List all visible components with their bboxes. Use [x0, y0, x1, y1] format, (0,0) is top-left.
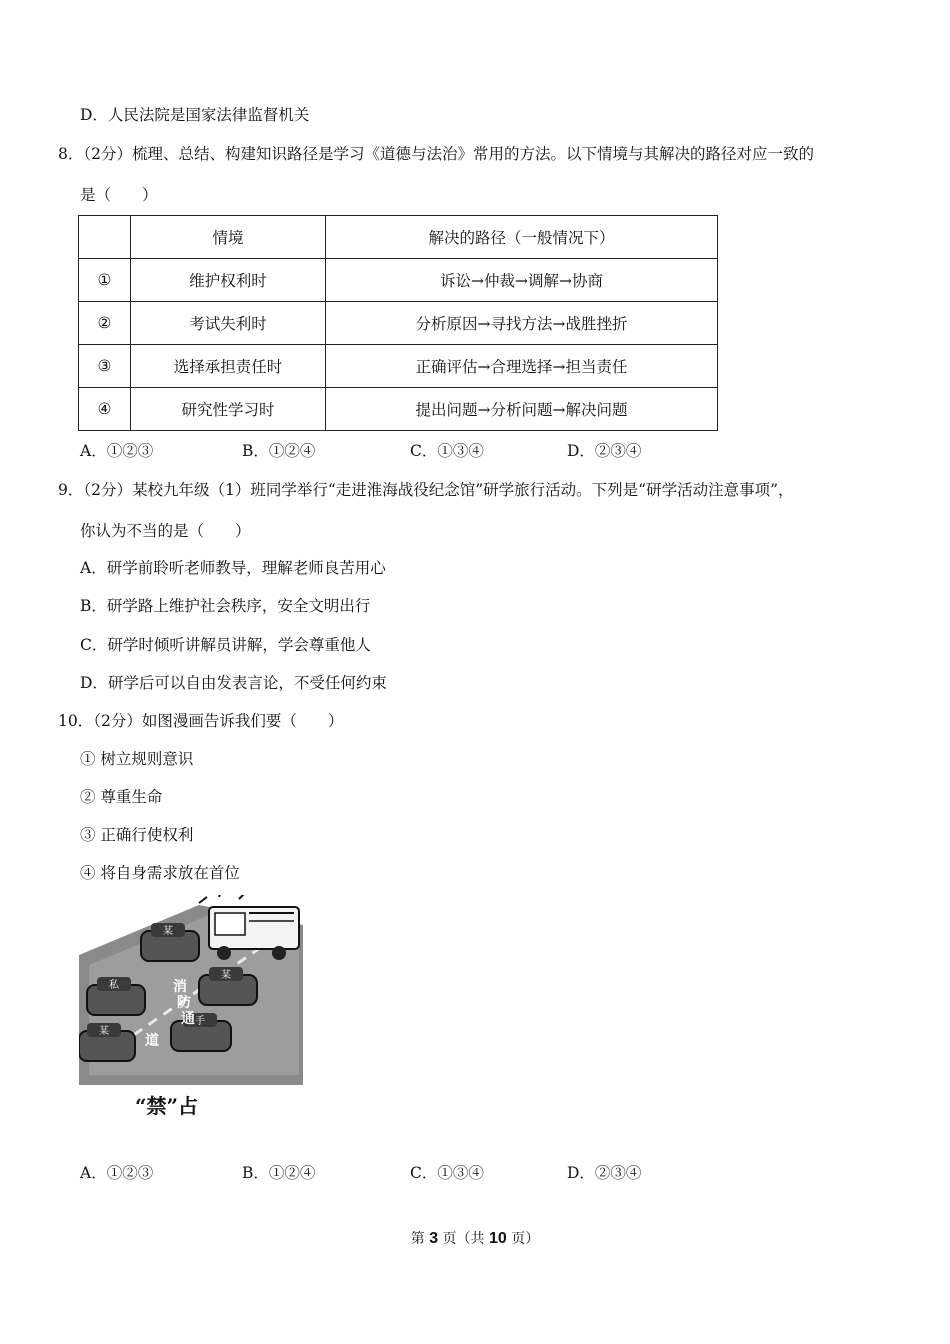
road-text: 防 — [177, 995, 191, 1011]
table-cell: 分析原因→寻找方法→战胜挫折 — [326, 302, 718, 345]
q8-stem-line2: 是（ ） — [80, 186, 158, 204]
q10-item-1: ① 树立规则意识 — [80, 750, 194, 768]
q9-stem-line2: 你认为不当的是（ ） — [80, 522, 251, 540]
table-cell: 研究性学习时 — [131, 388, 326, 431]
footer-prefix: 第 — [410, 1231, 425, 1247]
footer-suffix: 页） — [511, 1231, 540, 1247]
q7-option-d: D．人民法院是国家法律监督机关 — [80, 106, 310, 124]
comic-illustration — [79, 895, 303, 1127]
road-text: 消 — [173, 979, 187, 995]
road-text: 通 — [181, 1011, 195, 1027]
table-cell: 诉讼→仲裁→调解→协商 — [326, 259, 718, 302]
table-cell: ② — [79, 302, 131, 345]
q8-option-a: A．①②③ — [80, 442, 154, 460]
table-header-cell — [79, 216, 131, 259]
road-text: 道 — [145, 1033, 159, 1049]
table-cell: 考试失利时 — [131, 302, 326, 345]
q10-stem: 10．（2分）如图漫画告诉我们要（ ） — [58, 712, 344, 730]
page-footer — [0, 1228, 950, 1248]
q9-option-a: A．研学前聆听老师教导，理解老师良苦用心 — [80, 559, 386, 577]
q10-option-d: D．②③④ — [567, 1164, 642, 1182]
q9-option-b: B．研学路上维护社会秩序，安全文明出行 — [80, 597, 371, 615]
q8-option-d: D．②③④ — [567, 442, 642, 460]
car-label: 手 — [195, 1016, 205, 1027]
q8-option-b: B．①②④ — [242, 442, 316, 460]
table-header-cell: 情境 — [131, 216, 326, 259]
car-label: 某 — [99, 1026, 109, 1037]
footer-page-number: 3 — [429, 1230, 439, 1247]
table-row — [79, 259, 718, 302]
q8-table — [78, 215, 718, 431]
q10-option-c: C．①③④ — [410, 1164, 484, 1182]
q10-option-b: B．①②④ — [242, 1164, 316, 1182]
comic-caption: “禁”占 — [135, 1094, 199, 1118]
table-cell: 维护权利时 — [131, 259, 326, 302]
table-header-row — [79, 216, 718, 259]
table-cell: ① — [79, 259, 131, 302]
footer-middle: 页（共 — [442, 1231, 485, 1247]
q10-item-3: ③ 正确行使权利 — [80, 826, 194, 844]
table-cell: 正确评估→合理选择→担当责任 — [326, 345, 718, 388]
q8-option-c: C．①③④ — [410, 442, 484, 460]
table-cell: ④ — [79, 388, 131, 431]
table-cell: 选择承担责任时 — [131, 345, 326, 388]
car-label: 某 — [221, 970, 231, 981]
table-row — [79, 388, 718, 431]
table-cell: ③ — [79, 345, 131, 388]
table-row — [79, 345, 718, 388]
table-cell: 提出问题→分析问题→解决问题 — [326, 388, 718, 431]
q9-stem-line1: 9．（2分）某校九年级（1）班同学举行“走进淮海战役纪念馆”研学旅行活动。下列是“研学活动注意事项”， — [58, 481, 794, 499]
q9-option-c: C．研学时倾听讲解员讲解，学会尊重他人 — [80, 636, 371, 654]
car-label: 私 — [109, 980, 119, 991]
q9-option-d: D．研学后可以自由发表言论，不受任何约束 — [80, 674, 387, 692]
footer-total-pages: 10 — [489, 1230, 507, 1247]
table-row — [79, 302, 718, 345]
q10-item-2: ② 尊重生命 — [80, 788, 163, 806]
q8-stem-line1: 8．（2分）梳理、总结、构建知识路径是学习《道德与法治》常用的方法。以下情境与其解决的路径对应一致的 — [58, 145, 814, 163]
q10-item-4: ④ 将自身需求放在首位 — [80, 864, 240, 882]
table-header-cell: 解决的路径（一般情况下） — [326, 216, 718, 259]
car-label: 某 — [163, 926, 173, 937]
q10-option-a: A．①②③ — [80, 1164, 154, 1182]
